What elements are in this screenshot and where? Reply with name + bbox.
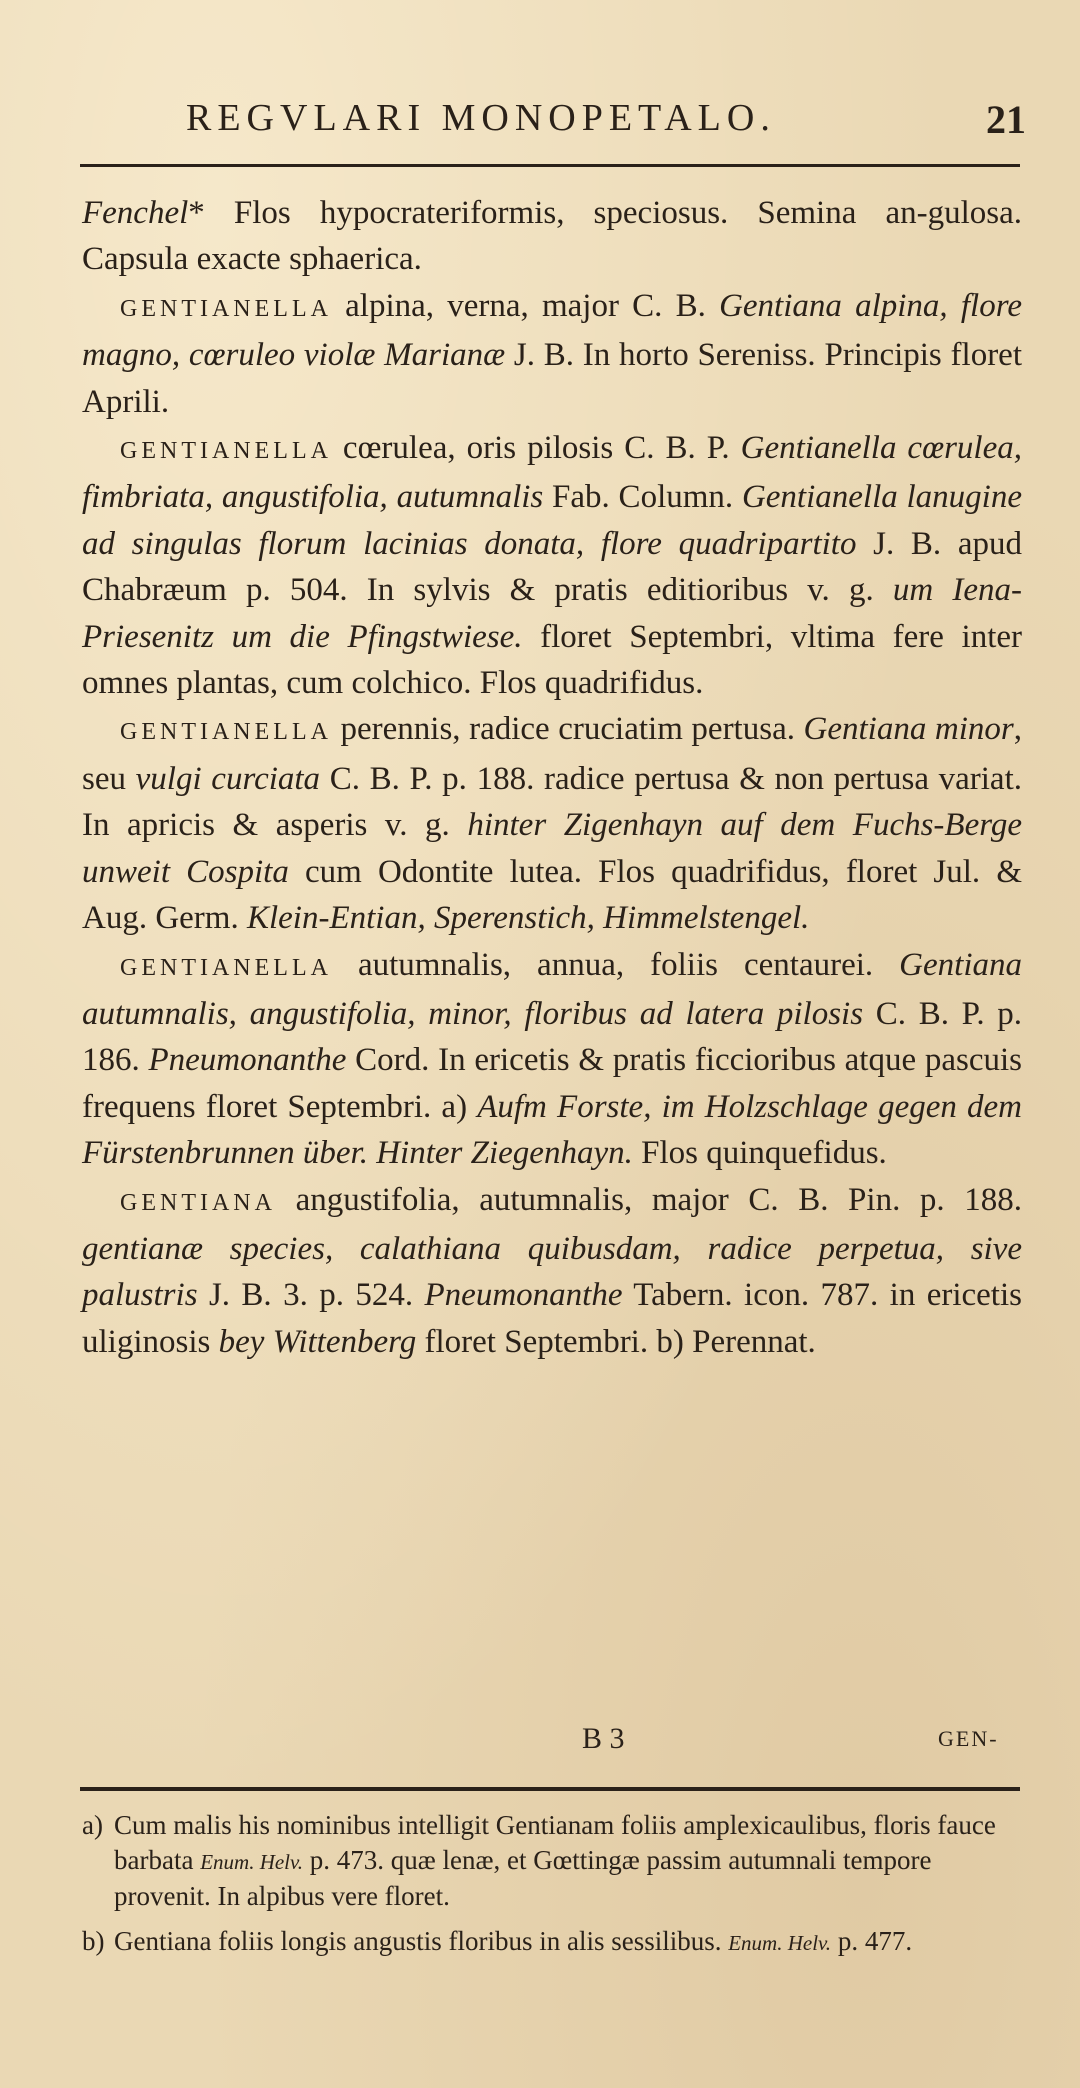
entry-text: Tabern. icon. 787. in ericetis uliginosis xyxy=(82,1277,1022,1360)
fenchel-name: Fenchel xyxy=(82,195,189,231)
footnote-mark: b) xyxy=(82,1925,105,1956)
synonym-text: Gentiana minor xyxy=(803,711,1014,748)
entry-text: perennis, radice cruciatim pertusa. xyxy=(331,711,804,748)
synonym-text: Gentianella cœrulea, fimbriata, angustifolia, autumnalis xyxy=(82,430,1022,516)
entry-text: cœrulea, oris pilosis C. B. P. xyxy=(331,430,741,467)
synonym-text: Gentianella lanugine ad singulas florum lacinias donata, flore quadripartito xyxy=(82,479,1022,562)
paragraph-fenchel xyxy=(82,190,1022,283)
footnote-mark: a) xyxy=(82,1810,103,1840)
german-names: Klein-Entian, Sperenstich, Himmelstengel. xyxy=(246,900,810,937)
main-text xyxy=(82,190,1022,1365)
entry-text: cum Odontite lutea. Flos quadrifidus, floret Jul. & Aug. Germ. xyxy=(82,853,1023,937)
entry-text: J. B. In horto Sereniss. Principis floret Aprili. xyxy=(82,337,1022,420)
footnote-a xyxy=(82,1808,1022,1914)
entry-text: J. B. 3. p. 524. xyxy=(197,1277,425,1314)
header-rule xyxy=(80,164,1020,167)
genus-heading: GENTIANELLA xyxy=(120,295,332,322)
synonym-text: vulgi curciata xyxy=(135,760,321,797)
footnote-citation: Enum. Helv. xyxy=(728,1930,832,1955)
paragraph-gentianella-autumnalis xyxy=(82,942,1022,1177)
entry-text: angustifolia, autumnalis, major C. B. Pin. p. 188. xyxy=(275,1181,1022,1218)
entry-text: J. B. apud Chabræum p. 504. In sylvis & pratis editioribus v. g. xyxy=(82,525,1023,609)
synonym-text: gentianæ species, calathiana quibusdam, radice perpetua, sive palustris xyxy=(82,1230,1022,1314)
locality-text: Aufm Forste, im Holzschlage gegen dem Fürstenbrunnen über. Hinter Ziegenhayn. xyxy=(82,1088,1022,1172)
synonym-text: Pneumonanthe xyxy=(148,1042,347,1079)
locality-text: um Iena-Priesenitz um die Pfingstwiese. xyxy=(82,572,1022,655)
locality-text: bey Wittenberg xyxy=(218,1323,417,1360)
entry-text: floret Septembri. b) Perennat. xyxy=(416,1323,816,1360)
footnote-citation: Enum. Helv. xyxy=(200,1849,304,1874)
running-head: REGVLARI MONOPETALO. xyxy=(186,97,776,139)
footnote-text: Cum malis his nominibus intelligit Gentianam foliis amplexicaulibus, floris fauce barbata xyxy=(114,1810,996,1875)
paragraph-gentianella-perennis xyxy=(82,706,1022,941)
footnotes xyxy=(82,1808,1022,1970)
paragraph-gentiana-angustifolia xyxy=(82,1177,1022,1366)
synonym-text: Gentiana autumnalis, angustifolia, minor, floribus ad latera pilosis xyxy=(82,946,1022,1032)
entry-text: , seu xyxy=(82,711,1022,797)
footnote-rule xyxy=(80,1787,1020,1791)
genus-heading: GENTIANELLA xyxy=(120,719,332,746)
footnote-text: Gentiana foliis longis angustis floribus in alis sessilibus. xyxy=(114,1925,729,1956)
locality-text: hinter Zigenhayn auf dem Fuchs-Berge unweit Cospita xyxy=(82,807,1022,890)
synonym-text: Gentiana alpina, flore magno, cœruleo violæ Marianæ xyxy=(82,287,1022,374)
genus-heading: GENTIANELLA xyxy=(120,438,332,465)
genus-heading: GENTIANELLA xyxy=(120,954,332,981)
entry-text: alpina, verna, major C. B. xyxy=(331,287,720,324)
signature-mark: B 3 xyxy=(582,1722,625,1755)
entry-text: Cord. In ericetis & pratis ficcioribus atque pascuis frequens floret Septembri. a) xyxy=(82,1042,1023,1125)
entry-text: Flos quinquefidus. xyxy=(632,1135,887,1172)
page-header xyxy=(186,96,1026,146)
footnote-b xyxy=(82,1924,1022,1961)
synonym-text: Pneumonanthe xyxy=(424,1277,623,1314)
footnote-text: p. 477. xyxy=(831,1925,913,1956)
entry-text: floret Septembri, vltima fere inter omnes plantas, cum colchico. Flos quadrifidus. xyxy=(82,618,1022,702)
entry-text: C. B. P. p. 188. radice pertusa & non pertusa variat. In apricis & asperis v. g. xyxy=(82,760,1022,844)
paragraph-gentianella-alpina xyxy=(82,283,1022,425)
paragraph-gentianella-coerulea xyxy=(82,425,1022,706)
page-number: 21 xyxy=(986,97,1026,142)
footnote-text: p. 473. quæ lenæ, et Gœttingæ passim autumnali tempore provenit. In alpibus vere floret. xyxy=(114,1844,932,1911)
fenchel-description: * Flos hypocrateriformis, speciosus. Semina an-gulosa. Capsula exacte sphaerica. xyxy=(82,195,1022,278)
catchline xyxy=(0,1722,1080,1768)
entry-text: autumnalis, annua, foliis centaurei. xyxy=(331,946,900,983)
genus-heading: GENTIANA xyxy=(120,1189,276,1216)
entry-text: C. B. P. p. 186. xyxy=(82,995,1023,1079)
entry-text: Fab. Column. xyxy=(543,479,742,516)
catchword: GEN- xyxy=(938,1726,999,1751)
